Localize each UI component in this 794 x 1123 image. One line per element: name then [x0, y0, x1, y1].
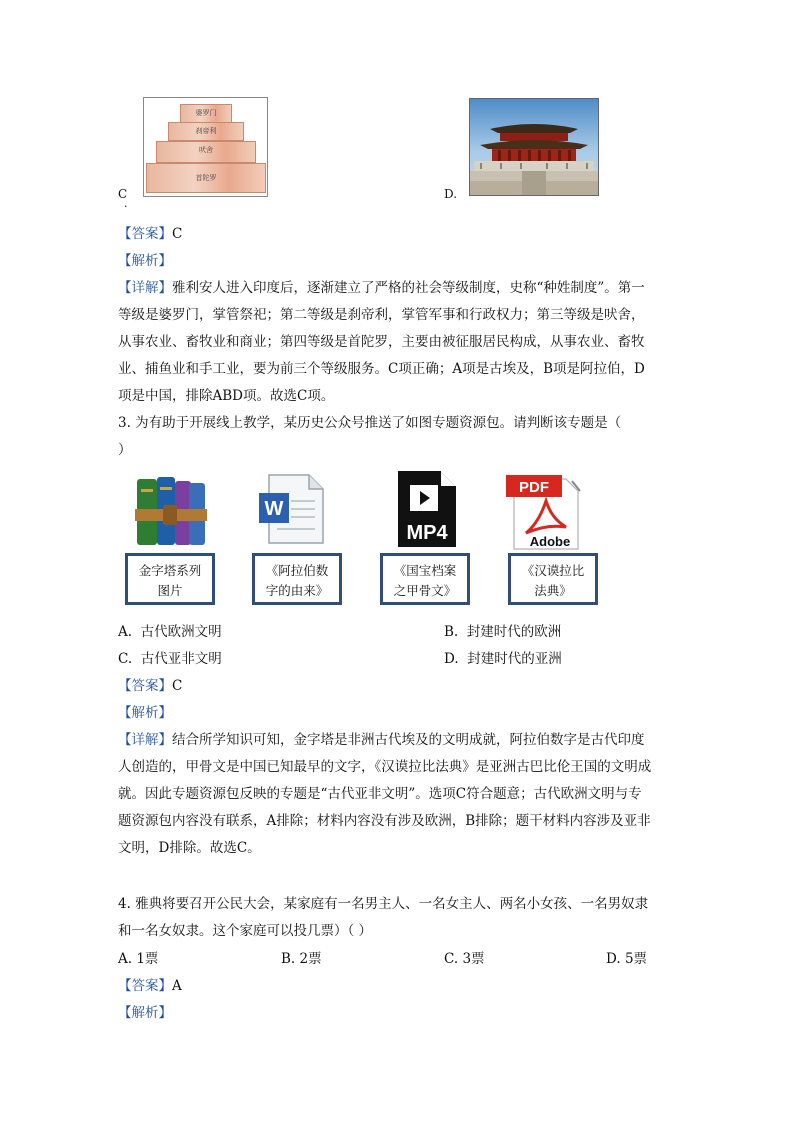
- q4-analysis-tag: 【解析】: [118, 1005, 172, 1021]
- option-text: 5票: [624, 951, 648, 967]
- caste-pyramid-image: [143, 97, 268, 197]
- q4-option-c[interactable]: [444, 949, 485, 969]
- option-label: B.: [444, 624, 459, 640]
- q2-detail-line-2: 等级是婆罗门，掌管祭祀；第二等级是刹帝利，掌管军事和行政权力；第三等级是吠舍，: [118, 307, 645, 323]
- option-label: D.: [444, 651, 459, 667]
- pdf-adobe-icon: [506, 473, 586, 551]
- q4-answer: [118, 976, 678, 996]
- option-text: 3票: [462, 951, 485, 967]
- option-text: 封建时代的亚洲: [467, 651, 562, 667]
- resource-box-hammurabi: [508, 553, 598, 605]
- resource-label: 图片: [157, 583, 183, 598]
- option-text: 2票: [299, 951, 322, 967]
- detail-text: 雅利安人进入印度后，逐渐建立了严格的社会等级制度，史称“种姓制度”。第一: [172, 280, 645, 296]
- q3-analysis-tag: 【解析】: [118, 705, 172, 721]
- option-text: 1票: [136, 951, 159, 967]
- mp4-video-icon: [396, 469, 458, 549]
- pyramid-tier-kshatriya: 刹帝利: [168, 122, 244, 141]
- q3-detail-line-3: 就。因此专题资源包反映的专题是“古代亚非文明”。选项C符合题意；古代欧洲文明与专: [118, 786, 642, 802]
- q3-detail-line-4: 题资源包内容没有联系，A排除；材料内容没有涉及欧洲，B排除；题干材料内容涉及亚非: [118, 813, 651, 829]
- q2-detail-line-4: 业、捕鱼业和手工业，要为前三个等级服务。C项正确；A项是古埃及，B项是阿拉伯，D: [118, 361, 645, 377]
- option-label: C.: [444, 951, 459, 967]
- q3-answer: [118, 676, 678, 696]
- option-label: A.: [118, 624, 133, 640]
- option-label: D.: [606, 951, 621, 967]
- pyramid-tier-brahmin: 婆罗门: [180, 104, 232, 123]
- pyramid-tier-shudra: 首陀罗: [146, 163, 266, 193]
- q2-answer: [118, 224, 678, 244]
- q3-option-c[interactable]: [118, 649, 222, 669]
- q3-stem-line-1: 3. 为有助于开展线上教学，某历史公众号推送了如图专题资源包。请判断该专题是（: [118, 415, 622, 431]
- q2-detail-line-1: [118, 278, 678, 298]
- books-archive-icon: [133, 471, 209, 549]
- detail-text: 结合所学知识可知，金字塔是非洲古代埃及的文明成就，阿拉伯数字是古代印度: [172, 732, 645, 748]
- q4-stem-line-2: 和一名女奴隶。这个家庭可以投几票）（ ）: [118, 923, 373, 939]
- palace-illustration: [470, 99, 598, 195]
- pdf-text: PDF: [519, 479, 549, 496]
- option-d-label: D.: [444, 187, 458, 201]
- resource-label: 《汉谟拉比: [521, 563, 585, 578]
- option-text: 封建时代的欧洲: [466, 624, 562, 640]
- q3-detail-line-1: [118, 730, 678, 750]
- q4-option-d[interactable]: [606, 949, 647, 969]
- resource-label: 之甲骨文》: [393, 583, 457, 598]
- q4-option-a[interactable]: [118, 949, 158, 969]
- answer-tag: 【答案】: [118, 678, 172, 694]
- q4-option-b[interactable]: [281, 949, 322, 969]
- option-label: B.: [281, 951, 296, 967]
- resource-box-arabic-numerals: [252, 553, 342, 605]
- resource-label: 字的由来》: [265, 583, 329, 598]
- mp4-text: MP4: [406, 522, 448, 544]
- word-letter: W: [264, 498, 284, 520]
- option-text: 古代亚非文明: [140, 651, 222, 667]
- option-label: A.: [118, 951, 133, 967]
- q2-detail-line-5: 项是中国，排除ABD项。故选C项。: [118, 388, 335, 404]
- answer-value: A: [172, 978, 182, 994]
- q3-stem-line-2: ）: [118, 442, 132, 458]
- q3-detail-line-5: 文明，D排除。故选C。: [118, 840, 261, 856]
- q2-detail-line-3: 从事农业、畜牧业和商业；第四等级是首陀罗，主要由被征服居民构成，从事农业、畜牧: [118, 334, 645, 350]
- palace-image: [469, 98, 599, 196]
- answer-tag: 【答案】: [118, 226, 172, 242]
- q4-stem-line-1: 4. 雅典将要召开公民大会，某家庭有一名男主人、一名女主人、两名小女孩、一名男奴隶: [118, 896, 649, 912]
- option-c-label: C: [118, 187, 128, 201]
- q3-option-b[interactable]: [444, 622, 561, 642]
- detail-tag: 【详解】: [118, 732, 172, 748]
- resource-label: 金字塔系列: [138, 563, 202, 578]
- q3-detail-line-2: 人创造的，甲骨文是中国已知最早的文字，《汉谟拉比法典》是亚洲古巴比伦王国的文明成: [118, 759, 652, 775]
- option-text: 古代欧洲文明: [140, 624, 222, 640]
- q2-analysis-tag: 【解析】: [118, 253, 172, 269]
- resource-label: 法典》: [534, 583, 572, 598]
- word-document-icon: [255, 471, 331, 547]
- option-label: C.: [118, 651, 133, 667]
- answer-value: C: [172, 226, 183, 242]
- q3-option-d[interactable]: [444, 649, 562, 669]
- answer-tag: 【答案】: [118, 978, 172, 994]
- detail-tag: 【详解】: [118, 280, 172, 296]
- resource-box-oracle-bone: [380, 553, 470, 605]
- adobe-text: Adobe: [529, 534, 571, 549]
- pyramid-tier-vaishya: 吠舍: [156, 141, 256, 163]
- resource-label: 《国宝档案: [393, 563, 457, 578]
- q3-option-a[interactable]: [118, 622, 222, 642]
- answer-value: C: [172, 678, 183, 694]
- resource-box-pyramid: [125, 553, 215, 605]
- resource-label: 《阿拉伯数: [265, 563, 329, 578]
- option-c-dot: .: [124, 197, 128, 210]
